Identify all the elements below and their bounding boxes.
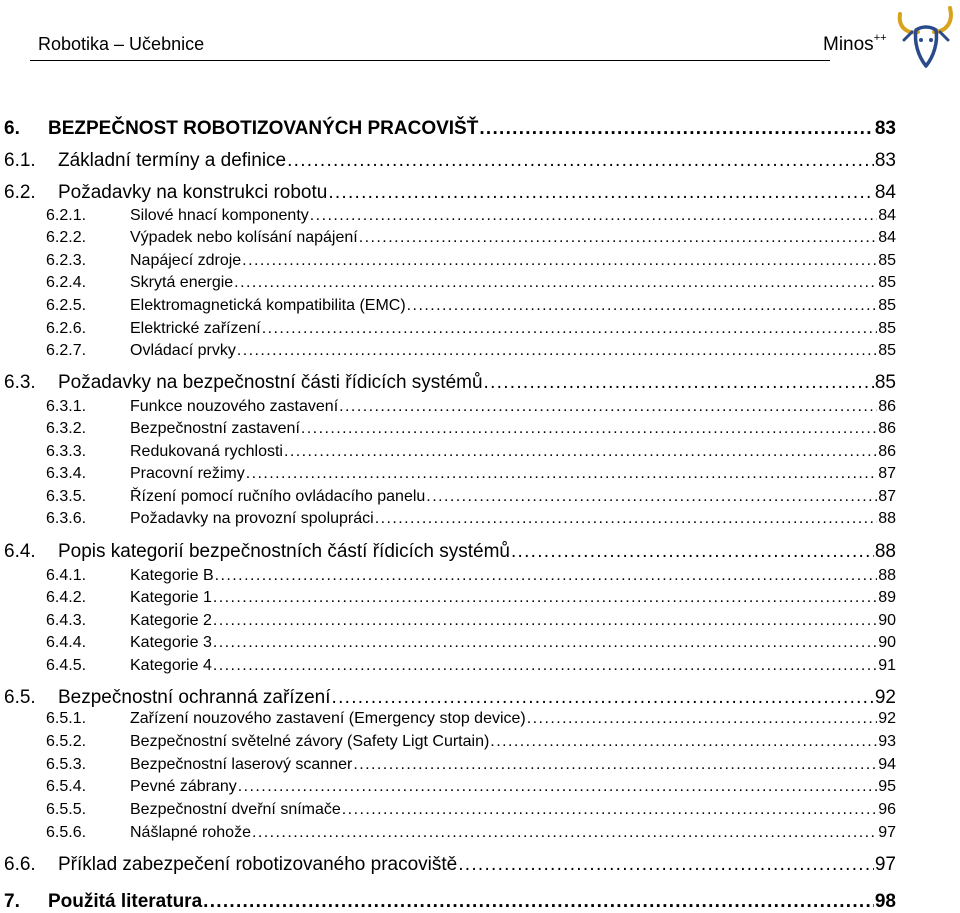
- toc-entry-page: 88: [874, 541, 896, 562]
- toc-entry-number: 6.3.: [4, 372, 36, 393]
- toc-entry-page: 97: [874, 854, 896, 875]
- toc-entry-page: 83: [874, 150, 896, 171]
- toc-entry-title: Požadavky na bezpečnostní části řídicích systémů: [58, 372, 483, 393]
- toc-entry[interactable]: [46, 589, 896, 607]
- toc-entry-number: 6.4.1.: [46, 567, 87, 584]
- toc-entry-title: Kategorie 2: [130, 612, 212, 629]
- toc-entry-page: 85: [878, 342, 896, 359]
- toc-entry-title: Nášlapné rohože: [130, 824, 251, 841]
- toc-leader-dots: [342, 801, 877, 819]
- toc-entry[interactable]: [4, 118, 896, 140]
- toc-entry-number: 6.3.2.: [46, 420, 87, 437]
- toc-entry-number: 6.4.: [4, 541, 36, 562]
- toc-entry[interactable]: [46, 274, 896, 292]
- toc-entry[interactable]: [46, 733, 896, 751]
- toc-entry-page: 85: [874, 372, 896, 393]
- toc-entry[interactable]: [46, 252, 896, 270]
- toc-entry-number: 6.2.4.: [46, 274, 87, 291]
- toc-leader-dots: [203, 891, 874, 913]
- toc-entry-title: Bezpečnostní laserový scanner: [130, 756, 353, 773]
- toc-entry-title: Kategorie B: [130, 567, 214, 584]
- toc-entry-page: 84: [878, 229, 896, 246]
- toc-leader-dots: [284, 443, 877, 461]
- toc-entry-title: Použitá literatura: [48, 891, 203, 912]
- toc-entry-page: 86: [878, 420, 896, 437]
- toc-entry-page: 98: [874, 891, 896, 912]
- toc-entry-title: Redukovaná rychlosti: [130, 443, 283, 460]
- toc-entry[interactable]: [4, 541, 896, 563]
- toc-entry-page: 89: [878, 589, 896, 606]
- toc-entry-page: 97: [878, 824, 896, 841]
- toc-entry[interactable]: [46, 320, 896, 338]
- toc-leader-dots: [484, 372, 874, 394]
- toc-entry[interactable]: [46, 634, 896, 652]
- toc-entry[interactable]: [4, 182, 896, 204]
- toc-entry[interactable]: [46, 207, 896, 225]
- toc-entry-title: Skrytá energie: [130, 274, 234, 291]
- toc-leader-dots: [332, 687, 874, 709]
- toc-entry[interactable]: [46, 756, 896, 774]
- toc-entry-number: 6.2.3.: [46, 252, 87, 269]
- toc-leader-dots: [375, 510, 878, 528]
- toc-entry-number: 6.2.2.: [46, 229, 87, 246]
- toc-entry[interactable]: [46, 778, 896, 796]
- toc-entry-number: 6.4.3.: [46, 612, 87, 629]
- toc-entry-number: 6.5.4.: [46, 778, 87, 795]
- toc-entry-title: BEZPEČNOST ROBOTIZOVANÝCH PRACOVIŠŤ: [48, 118, 479, 139]
- toc-leader-dots: [237, 342, 877, 360]
- toc-entry-title: Zařízení nouzového zastavení (Emergency stop device): [130, 710, 526, 727]
- toc-entry-title: Řízení pomocí ručního ovládacího panelu: [130, 488, 426, 505]
- toc-entry-page: 94: [878, 756, 896, 773]
- toc-entry-title: Pevné zábrany: [130, 778, 237, 795]
- toc-entry-title: Popis kategorií bezpečnostních částí řídicích systémů: [58, 541, 510, 562]
- toc-entry-number: 6.2.6.: [46, 320, 87, 337]
- toc-entry-number: 6.5.2.: [46, 733, 87, 750]
- toc-entry-page: 86: [878, 398, 896, 415]
- toc-leader-dots: [458, 854, 874, 876]
- toc-entry-title: Výpadek nebo kolísání napájení: [130, 229, 358, 246]
- toc-entry-title: Bezpečnostní dveřní snímače: [130, 801, 341, 818]
- toc-entry-number: 6.4.5.: [46, 657, 87, 674]
- toc-entry-title: Bezpečnostní ochranná zařízení: [58, 687, 331, 708]
- toc-leader-dots: [262, 320, 877, 338]
- toc-entry-title: Kategorie 4: [130, 657, 212, 674]
- toc-leader-dots: [213, 612, 877, 630]
- toc-entry-page: 92: [874, 687, 896, 708]
- toc-entry[interactable]: [46, 824, 896, 842]
- toc-entry-title: Elektromagnetická kompatibilita (EMC): [130, 297, 406, 314]
- toc-entry-number: 6.5.5.: [46, 801, 87, 818]
- toc-leader-dots: [426, 488, 877, 506]
- toc-entry-title: Bezpečnostní zastavení: [130, 420, 300, 437]
- toc-leader-dots: [490, 733, 877, 751]
- toc-entry-page: 87: [878, 488, 896, 505]
- toc-entry-page: 90: [878, 612, 896, 629]
- toc-entry-number: 6.5.6.: [46, 824, 87, 841]
- toc-entry-title: Ovládací prvky: [130, 342, 236, 359]
- toc-entry-title: Kategorie 3: [130, 634, 212, 651]
- toc-entry-title: Pracovní režimy: [130, 465, 245, 482]
- toc-entry-page: 86: [878, 443, 896, 460]
- toc-entry-page: 84: [874, 182, 896, 203]
- toc-entry[interactable]: [46, 398, 896, 416]
- toc-entry-number: 6.3.4.: [46, 465, 87, 482]
- toc-entry[interactable]: [4, 854, 896, 876]
- toc-leader-dots: [301, 420, 877, 438]
- toc-entry[interactable]: [4, 372, 896, 394]
- toc-leader-dots: [339, 398, 877, 416]
- toc-leader-dots: [213, 657, 877, 675]
- toc-entry[interactable]: [46, 229, 896, 247]
- toc-entry[interactable]: [46, 510, 896, 528]
- toc-entry-page: 92: [878, 710, 896, 727]
- toc-entry[interactable]: [46, 443, 896, 461]
- toc-entry-number: 6.2.7.: [46, 342, 87, 359]
- toc-entry-number: 7.: [4, 891, 20, 912]
- toc-entry[interactable]: [4, 687, 896, 709]
- toc-entry[interactable]: [46, 420, 896, 438]
- toc-entry-number: 6.: [4, 118, 20, 139]
- toc-leader-dots: [527, 710, 877, 728]
- toc-leader-dots: [246, 465, 878, 483]
- toc-entry-page: 95: [878, 778, 896, 795]
- toc-entry[interactable]: [46, 657, 896, 675]
- toc-leader-dots: [479, 118, 874, 140]
- toc-entry-number: 6.4.2.: [46, 589, 87, 606]
- toc-entry-page: 88: [878, 567, 896, 584]
- toc-entry-title: Silové hnací komponenty: [130, 207, 309, 224]
- toc-entry[interactable]: [46, 801, 896, 819]
- toc-entry[interactable]: [46, 465, 896, 483]
- toc-entry-page: 83: [874, 118, 896, 139]
- toc-entry-page: 88: [878, 510, 896, 527]
- toc-entry[interactable]: [46, 488, 896, 506]
- toc-entry[interactable]: [46, 612, 896, 630]
- toc-entry[interactable]: [4, 150, 896, 172]
- toc-entry-page: 85: [878, 274, 896, 291]
- toc-entry-number: 6.5.3.: [46, 756, 87, 773]
- toc-entry-number: 6.4.4.: [46, 634, 87, 651]
- toc-leader-dots: [213, 634, 877, 652]
- toc-entry-number: 6.2.5.: [46, 297, 87, 314]
- toc-entry-page: 87: [878, 465, 896, 482]
- toc-entry-title: Elektrické zařízení: [130, 320, 261, 337]
- toc-entry-number: 6.3.1.: [46, 398, 87, 415]
- toc-entry[interactable]: [46, 710, 896, 728]
- toc-leader-dots: [287, 150, 874, 172]
- toc-entry-page: 85: [878, 252, 896, 269]
- toc-entry-title: Požadavky na konstrukci robotu: [58, 182, 328, 203]
- toc-entry[interactable]: [46, 342, 896, 360]
- toc-leader-dots: [353, 756, 877, 774]
- toc-entry[interactable]: [4, 891, 896, 913]
- toc-entry-title: Funkce nouzového zastavení: [130, 398, 339, 415]
- toc-leader-dots: [359, 229, 877, 247]
- toc-entry-page: 84: [878, 207, 896, 224]
- toc-leader-dots: [234, 274, 877, 292]
- toc-entry-title: Kategorie 1: [130, 589, 212, 606]
- toc-leader-dots: [238, 778, 877, 796]
- toc-entry-title: Bezpečnostní světelné závory (Safety Ligt Curtain): [130, 733, 490, 750]
- toc-entry[interactable]: [46, 567, 896, 585]
- toc-entry[interactable]: [46, 297, 896, 315]
- toc-leader-dots: [215, 567, 878, 585]
- toc-entry-number: 6.3.5.: [46, 488, 87, 505]
- toc-leader-dots: [252, 824, 877, 842]
- toc-entry-number: 6.3.6.: [46, 510, 87, 527]
- toc-entry-title: Napájecí zdroje: [130, 252, 242, 269]
- toc-entry-number: 6.1.: [4, 150, 36, 171]
- header-title: Robotika – Učebnice: [38, 34, 205, 54]
- toc-leader-dots: [242, 252, 877, 270]
- toc-entry-page: 96: [878, 801, 896, 818]
- toc-leader-dots: [213, 589, 877, 607]
- toc-entry-number: 6.5.1.: [46, 710, 87, 727]
- toc-entry-page: 91: [878, 657, 896, 674]
- brand-superscript: ++: [873, 32, 887, 44]
- toc-entry-page: 90: [878, 634, 896, 651]
- toc-entry-page: 93: [878, 733, 896, 750]
- toc-entry-number: 6.5.: [4, 687, 36, 708]
- toc-entry-page: 85: [878, 320, 896, 337]
- toc-entry-number: 6.3.3.: [46, 443, 87, 460]
- toc-entry-number: 6.2.1.: [46, 207, 87, 224]
- toc-leader-dots: [407, 297, 878, 315]
- toc-leader-dots: [328, 182, 874, 204]
- toc-leader-dots: [511, 541, 874, 563]
- toc-entry-page: 85: [878, 297, 896, 314]
- toc-entry-number: 6.2.: [4, 182, 36, 203]
- toc-entry-title: Požadavky na provozní spolupráci: [130, 510, 374, 527]
- toc-leader-dots: [310, 207, 877, 225]
- brand-text: Minos: [823, 34, 874, 55]
- toc-entry-title: Základní termíny a definice: [58, 150, 287, 171]
- toc-entry-number: 6.6.: [4, 854, 36, 875]
- toc-entry-title: Příklad zabezpečení robotizovaného pracoviště: [58, 854, 458, 875]
